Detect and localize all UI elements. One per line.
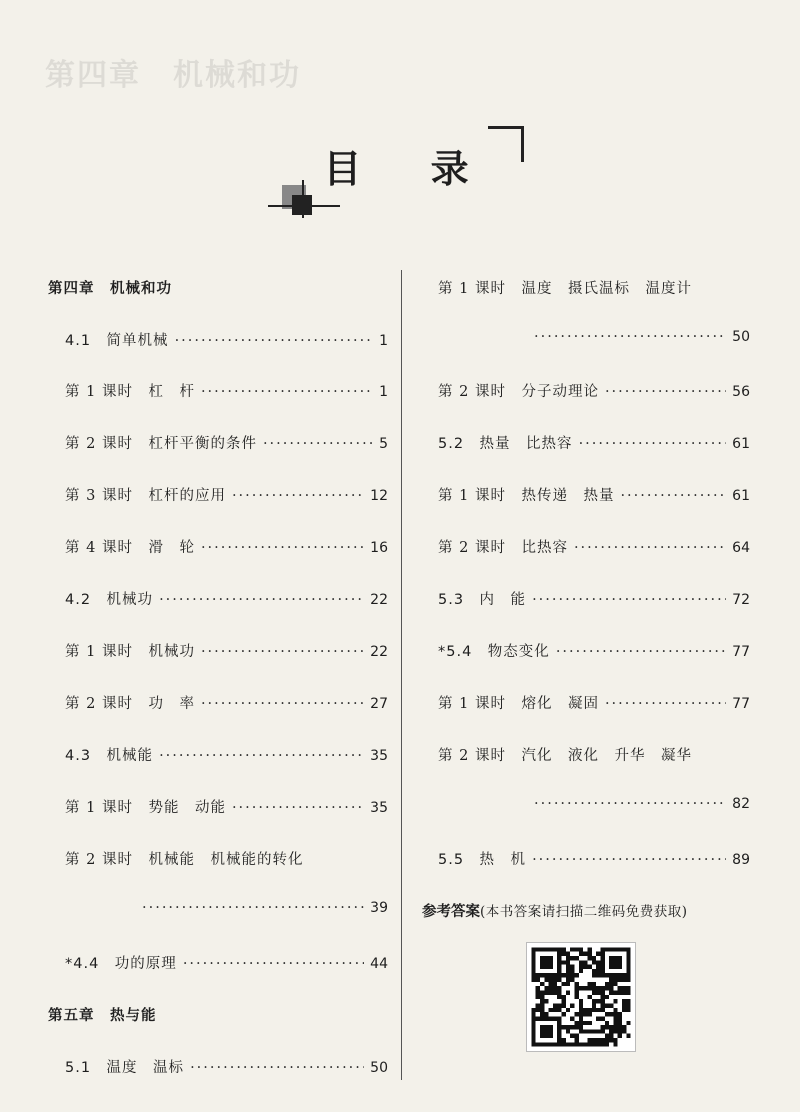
toc-page-number: 27 bbox=[370, 696, 388, 712]
dot-leader bbox=[201, 384, 373, 400]
toc-page-number: 82 bbox=[732, 796, 750, 812]
toc-entry[interactable] bbox=[48, 277, 388, 298]
toc-page-number: 61 bbox=[732, 488, 750, 504]
toc-page-number: 50 bbox=[370, 1060, 388, 1076]
toc-entry[interactable] bbox=[48, 329, 388, 350]
toc-page-number: 72 bbox=[732, 592, 750, 608]
toc-page-number: 77 bbox=[732, 644, 750, 660]
toc-entry-label: 5.5 热 机 bbox=[438, 852, 527, 868]
dot-leader bbox=[232, 800, 364, 816]
toc-entry[interactable] bbox=[48, 1004, 388, 1025]
toc-entry[interactable] bbox=[438, 692, 750, 713]
toc-page-number: 50 bbox=[732, 329, 750, 345]
toc-entry-label: 第五章 热与能 bbox=[48, 1008, 157, 1024]
toc-entry[interactable] bbox=[48, 1056, 388, 1077]
bleed-through-text: 第四章 机械和功 bbox=[45, 58, 301, 93]
column-divider bbox=[401, 270, 402, 1080]
toc-entry-label: 第 1 课时 机械功 bbox=[65, 644, 195, 660]
page-title: 目 录 bbox=[323, 147, 497, 191]
toc-page-number: 89 bbox=[732, 852, 750, 868]
toc-page-number: 22 bbox=[370, 644, 388, 660]
toc-entry[interactable] bbox=[48, 744, 388, 765]
toc-page-number: 35 bbox=[370, 748, 388, 764]
toc-entry[interactable] bbox=[48, 952, 388, 973]
toc-entry[interactable] bbox=[48, 536, 388, 557]
answers-label: 参考答案 bbox=[422, 904, 480, 920]
toc-entry-label: 第 2 课时 分子动理论 bbox=[438, 384, 599, 400]
toc-page-number: 16 bbox=[370, 540, 388, 556]
dot-leader bbox=[175, 333, 374, 349]
toc-entry-label: 4.3 机械能 bbox=[65, 748, 154, 764]
dot-leader bbox=[159, 748, 364, 764]
dot-leader bbox=[263, 436, 373, 452]
toc-page-number: 39 bbox=[370, 900, 388, 916]
toc-entry-label: 第四章 机械和功 bbox=[48, 281, 172, 297]
title-decoration bbox=[268, 205, 340, 207]
toc-entry-label: 第 1 课时 熔化 凝固 bbox=[438, 696, 599, 712]
toc-entry-label: 第 1 课时 热传递 热量 bbox=[438, 488, 615, 504]
dot-leader bbox=[183, 956, 364, 972]
dot-leader bbox=[620, 488, 726, 504]
toc-page-number: 1 bbox=[379, 384, 388, 400]
toc-entry[interactable] bbox=[438, 640, 750, 661]
toc-page-number: 12 bbox=[370, 488, 388, 504]
toc-entry-label: *5.4 物态变化 bbox=[438, 644, 550, 660]
toc-entry-label: 第 3 课时 杠杆的应用 bbox=[65, 488, 226, 504]
answers-note: (本书答案请扫描二维码免费获取) bbox=[480, 904, 688, 920]
qr-code-icon[interactable] bbox=[526, 942, 636, 1052]
dot-leader bbox=[605, 696, 726, 712]
toc-entry[interactable] bbox=[48, 848, 388, 869]
toc-entry-label: 4.2 机械功 bbox=[65, 592, 154, 608]
toc-entry-label: 第 2 课时 比热容 bbox=[438, 540, 568, 556]
toc-entry[interactable] bbox=[48, 432, 388, 453]
toc-entry-label: 第 2 课时 汽化 液化 升华 凝华 bbox=[438, 748, 692, 764]
dot-leader bbox=[532, 592, 726, 608]
toc-entry[interactable] bbox=[438, 484, 750, 505]
toc-entry[interactable] bbox=[48, 692, 388, 713]
toc-page-number: 77 bbox=[732, 696, 750, 712]
dot-leader bbox=[574, 540, 726, 556]
toc-page-number: 35 bbox=[370, 800, 388, 816]
toc-entry-label: 4.1 简单机械 bbox=[65, 333, 169, 349]
toc-page-number: 22 bbox=[370, 592, 388, 608]
toc-entry[interactable] bbox=[438, 588, 750, 609]
dot-leader bbox=[534, 796, 726, 812]
toc-entry[interactable] bbox=[48, 640, 388, 661]
dot-leader bbox=[532, 852, 726, 868]
title-corner-decoration bbox=[521, 126, 524, 162]
toc-page-number: 64 bbox=[732, 540, 750, 556]
toc-entry-label: 第 2 课时 杠杆平衡的条件 bbox=[65, 436, 257, 452]
toc-entry[interactable] bbox=[438, 848, 750, 869]
dot-leader bbox=[605, 384, 726, 400]
toc-entry-label: 第 2 课时 机械能 机械能的转化 bbox=[65, 852, 304, 868]
toc-entry-label: 5.1 温度 温标 bbox=[65, 1060, 185, 1076]
toc-entry[interactable] bbox=[438, 277, 750, 298]
toc-page-number: 1 bbox=[379, 333, 388, 349]
toc-entry[interactable] bbox=[438, 796, 750, 812]
dot-leader bbox=[190, 1060, 364, 1076]
toc-entry[interactable] bbox=[48, 900, 388, 916]
toc-entry-label: 第 2 课时 功 率 bbox=[65, 696, 195, 712]
toc-entry[interactable] bbox=[438, 380, 750, 401]
dot-leader bbox=[201, 696, 364, 712]
title-corner-decoration bbox=[488, 126, 524, 129]
dot-leader bbox=[534, 329, 726, 345]
toc-entry-label: 第 1 课时 温度 摄氏温标 温度计 bbox=[438, 281, 692, 297]
toc-entry-label: 第 1 课时 杠 杆 bbox=[65, 384, 195, 400]
dot-leader bbox=[556, 644, 726, 660]
toc-entry[interactable] bbox=[48, 796, 388, 817]
dot-leader bbox=[201, 644, 364, 660]
toc-page-number: 61 bbox=[732, 436, 750, 452]
toc-entry[interactable] bbox=[438, 536, 750, 557]
toc-entry[interactable] bbox=[438, 432, 750, 453]
toc-entry-label: 5.2 热量 比热容 bbox=[438, 436, 573, 452]
toc-entry-label: 第 4 课时 滑 轮 bbox=[65, 540, 195, 556]
title-decoration bbox=[302, 180, 304, 218]
dot-leader bbox=[232, 488, 364, 504]
toc-entry-label: 第 1 课时 势能 动能 bbox=[65, 800, 226, 816]
answers-entry[interactable] bbox=[422, 900, 750, 921]
toc-entry[interactable] bbox=[48, 588, 388, 609]
dot-leader bbox=[201, 540, 364, 556]
dot-leader bbox=[579, 436, 727, 452]
toc-page-number: 56 bbox=[732, 384, 750, 400]
toc-entry[interactable] bbox=[48, 484, 388, 505]
toc-entry[interactable] bbox=[438, 329, 750, 345]
toc-entry[interactable] bbox=[438, 744, 750, 765]
toc-entry-label: *4.4 功的原理 bbox=[65, 956, 177, 972]
toc-entry[interactable] bbox=[48, 380, 388, 401]
toc-entry-label: 5.3 内 能 bbox=[438, 592, 527, 608]
dot-leader bbox=[159, 592, 364, 608]
toc-page-number: 44 bbox=[370, 956, 388, 972]
toc-page-number: 5 bbox=[379, 436, 388, 452]
dot-leader bbox=[142, 900, 364, 916]
